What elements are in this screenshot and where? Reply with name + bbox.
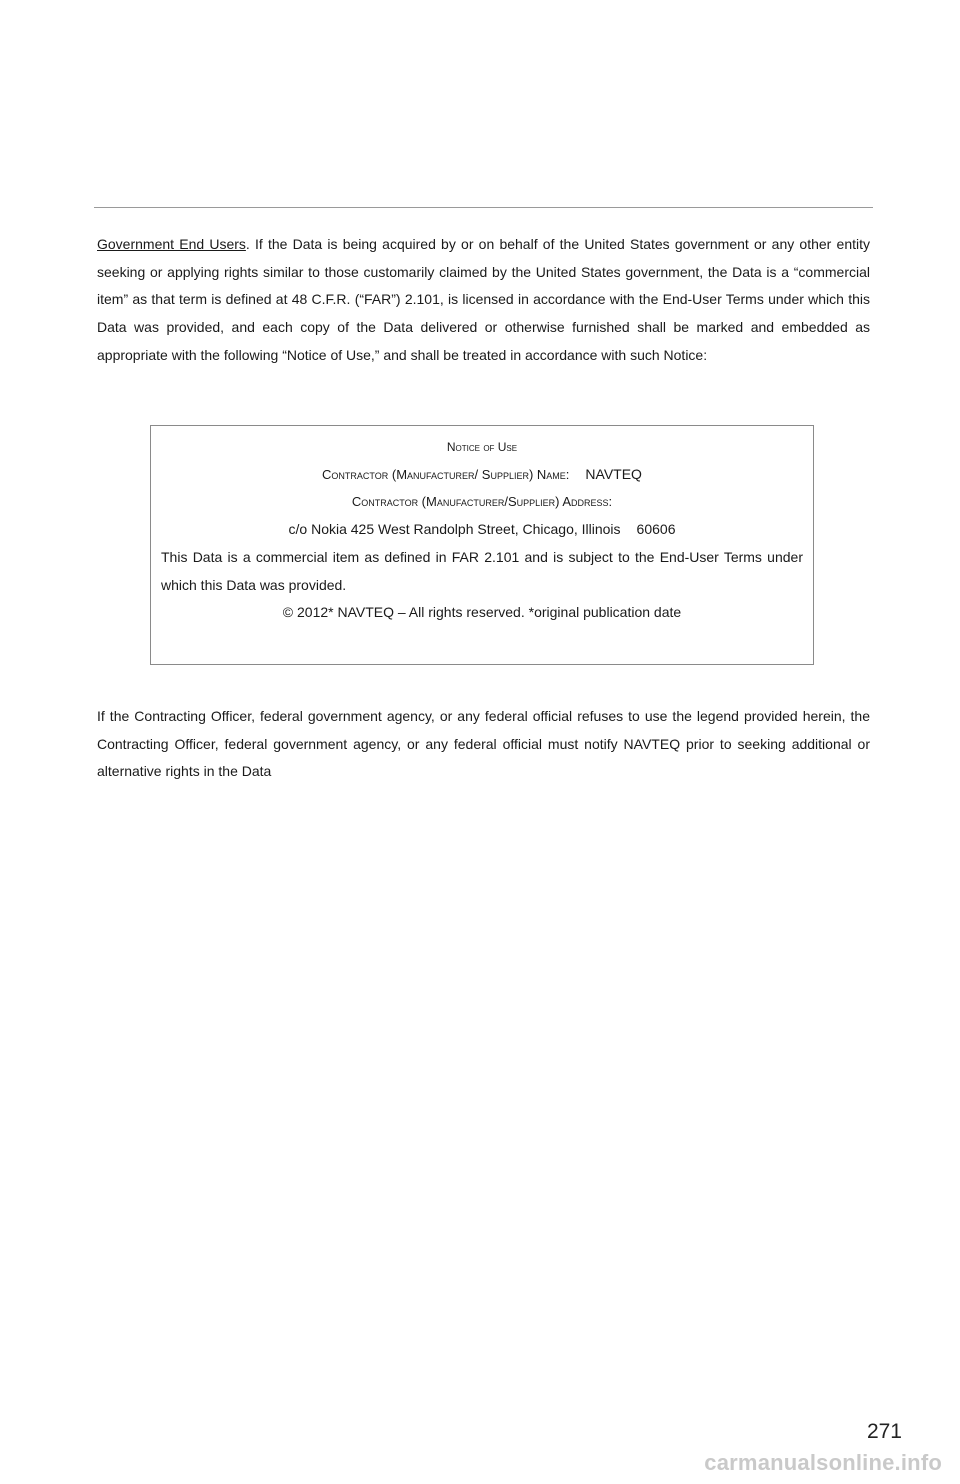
notice-of-use-box [150,425,814,665]
site-watermark: carmanualsonline.info [704,1450,942,1475]
paragraph-1-text: . If the Data is being acquired by or on behalf of the United States government or any other entity seeking or applying rights similar to those customarily claimed by the United States government, the Data is a “commercial item” as that term is defined at 48 C.F.R. (“FAR”) 2.101, is licensed in accordance with the End-User Terms under which this Data was provided, and each copy of the Data delivered or otherwise furnished shall be marked and embedded as appropriate with the following “Notice of Use,” and shall be treated in accordance with such Notice: [97,236,870,363]
notice-title: Notice of Use [446,440,518,454]
government-end-users-paragraph [97,231,870,370]
contractor-address-label: Contractor (Manufacturer/Supplier) Address: [351,494,613,509]
copyright-line [161,599,803,627]
contractor-address-line [161,488,803,516]
notice-statement: This Data is a commercial item as defined in FAR 2.101 and is subject to the End-User Terms under which this Data was provided. [161,549,803,593]
section-heading: Government End Users [97,236,246,252]
contractor-name-label: Contractor (Manufacturer/ Supplier) Name: [322,466,570,482]
notice-copyright: © 2012* NAVTEQ – All rights reserved. *original publication date [282,604,682,620]
header-divider [94,207,873,208]
address-line [161,516,803,544]
address-street: c/o Nokia 425 West Randolph Street, Chicago, Illinois [288,520,621,537]
page-number: 271 [866,1420,902,1443]
contractor-name-line [161,461,803,489]
contractor-name-value: NAVTEQ [585,465,642,482]
address-zip: 60606 [636,520,676,537]
notice-title-line [161,433,803,461]
contracting-officer-paragraph: If the Contracting Officer, federal government agency, or any federal official refuses to use the legend provided herein, the Contracting Officer, federal government agency, or any federal official must notify NAVTEQ prior to seeking additional or alternative rights in the Data [97,708,870,780]
